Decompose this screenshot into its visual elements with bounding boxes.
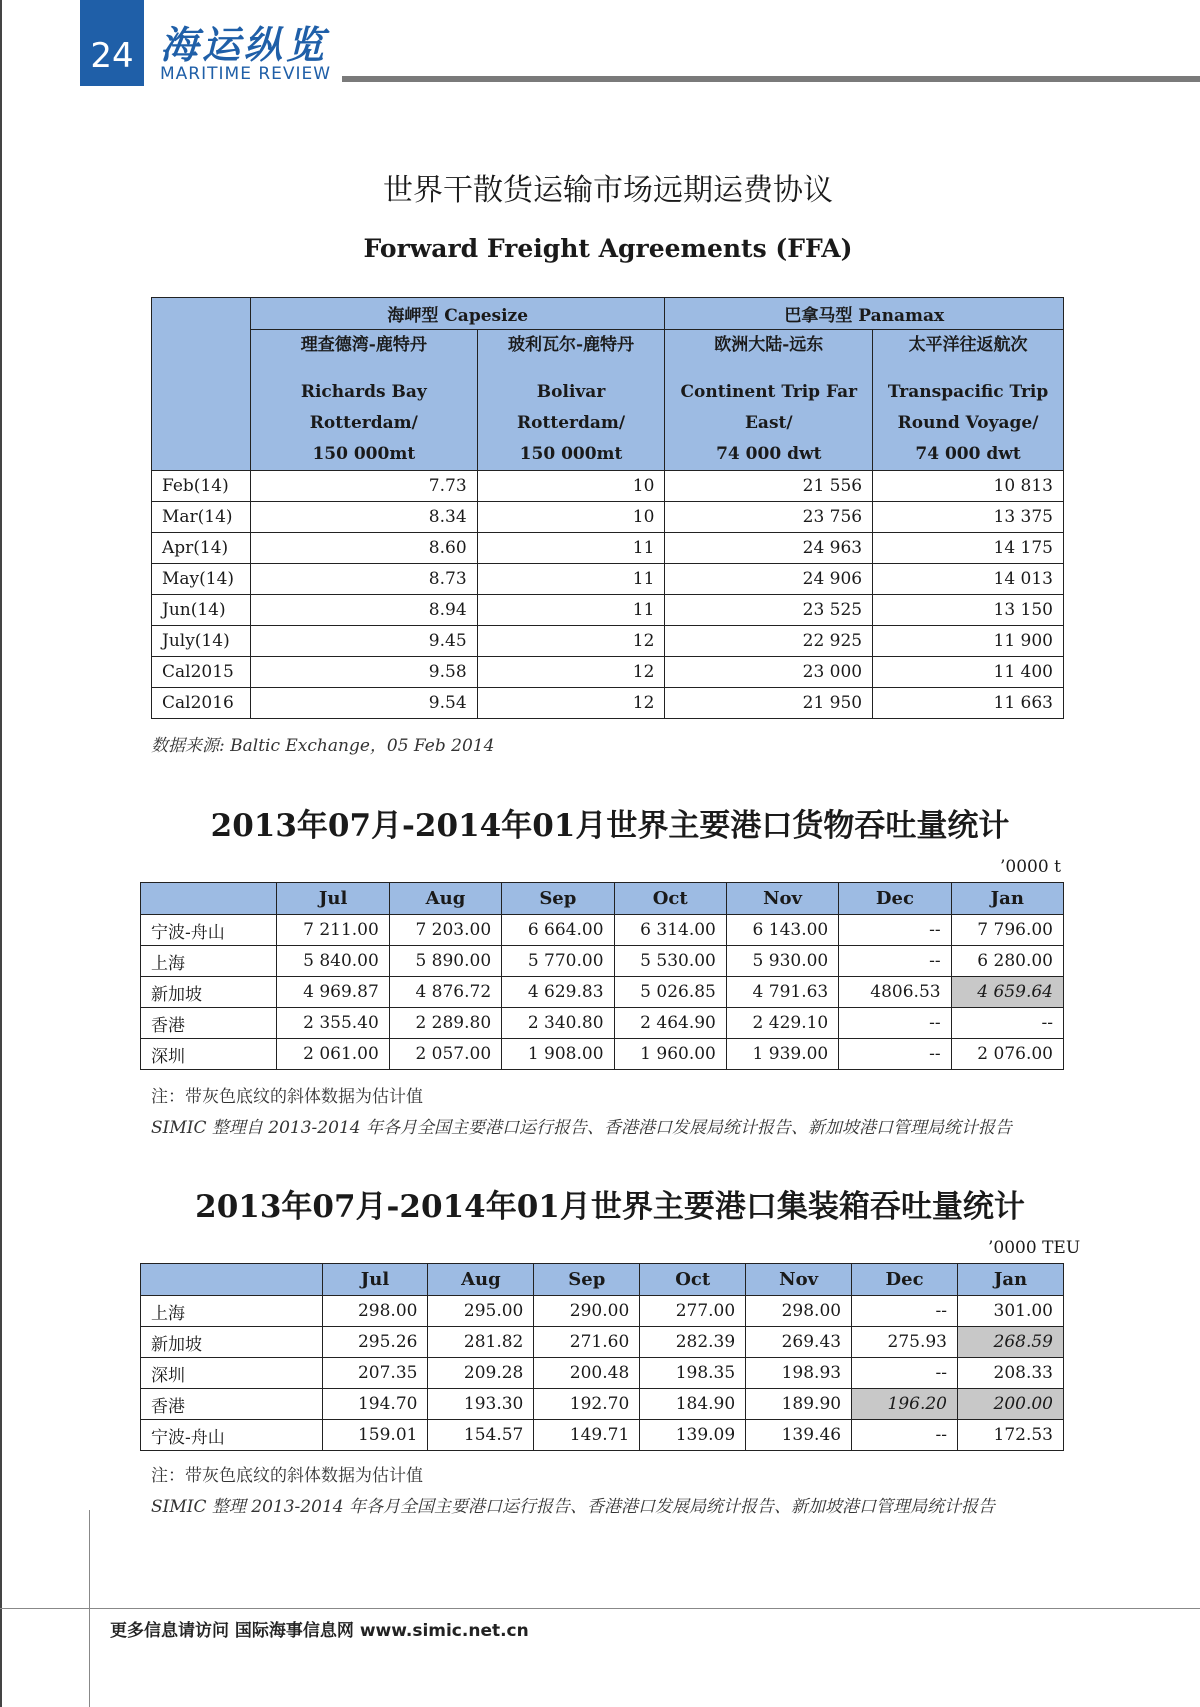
cargo-source: SIMIC 整理自 2013-2014 年各月全国主要港口运行报告、香港港口发展局统计报告、新加坡港口管理局统计报告	[151, 1118, 1012, 1138]
table-cell: 8.34	[250, 502, 477, 533]
table-row	[152, 533, 1064, 564]
table-cell: 8.73	[250, 564, 477, 595]
ffa-title-en: Forward Freight Agreements (FFA)	[363, 234, 853, 263]
table-cell: 196.20	[852, 1389, 958, 1420]
table-cell: 207.35	[322, 1358, 428, 1389]
table-cell: 9.45	[250, 626, 477, 657]
footer-rule	[0, 1608, 1200, 1609]
table-cell: 198.93	[746, 1358, 852, 1389]
table-cell: 6 280.00	[951, 946, 1063, 977]
table-cell: 11	[477, 564, 665, 595]
row-label: Feb(14)	[152, 471, 251, 502]
table-cell: 209.28	[428, 1358, 534, 1389]
row-label: Apr(14)	[152, 533, 251, 564]
table-cell: 12	[477, 657, 665, 688]
table-cell: 139.09	[640, 1420, 746, 1451]
table-cell: 2 355.40	[277, 1008, 389, 1039]
column-header: Sep	[502, 883, 614, 915]
port-name: 宁波-舟山	[141, 915, 277, 946]
magazine-title-en: MARITIME REVIEW	[160, 64, 332, 84]
table-cell: 6 664.00	[502, 915, 614, 946]
teu-header-row	[141, 1264, 1064, 1296]
table-cell: 11	[477, 595, 665, 626]
header-rule	[342, 76, 1200, 82]
table-row	[152, 626, 1064, 657]
column-header: Oct	[640, 1264, 746, 1296]
route-en: Continent Trip Far East/	[680, 382, 858, 433]
table-cell: 7 203.00	[389, 915, 501, 946]
port-name: 宁波-舟山	[141, 1420, 323, 1451]
table-cell: --	[951, 1008, 1063, 1039]
row-label: July(14)	[152, 626, 251, 657]
route-cn: 玻利瓦尔-鹿特丹	[508, 335, 635, 355]
column-header: Aug	[389, 883, 501, 915]
port-name: 新加坡	[141, 977, 277, 1008]
table-cell: --	[852, 1296, 958, 1327]
table-cell: 1 908.00	[502, 1039, 614, 1070]
row-label: Cal2015	[152, 657, 251, 688]
table-row	[141, 1389, 1064, 1420]
table-cell: --	[852, 1420, 958, 1451]
ffa-table-body	[152, 471, 1064, 719]
route-en: Round Voyage/	[897, 413, 1039, 433]
table-cell: 8.94	[250, 595, 477, 626]
table-cell: 290.00	[534, 1296, 640, 1327]
cargo-table-body	[141, 915, 1064, 1070]
table-cell: 139.46	[746, 1420, 852, 1451]
table-cell: --	[839, 946, 951, 977]
table-cell: 9.58	[250, 657, 477, 688]
port-name: 上海	[141, 1296, 323, 1327]
row-label: May(14)	[152, 564, 251, 595]
route-size: 150 000mt	[519, 444, 623, 464]
table-cell: 8.60	[250, 533, 477, 564]
column-header: Jan	[951, 883, 1063, 915]
table-cell: 193.30	[428, 1389, 534, 1420]
table-cell: 184.90	[640, 1389, 746, 1420]
table-cell: 159.01	[322, 1420, 428, 1451]
ffa-title-cn: 世界干散货运输市场远期运费协议	[383, 173, 833, 208]
column-header: Nov	[746, 1264, 852, 1296]
port-name: 新加坡	[141, 1327, 323, 1358]
table-row	[141, 1327, 1064, 1358]
table-cell: 2 061.00	[277, 1039, 389, 1070]
port-name: 香港	[141, 1389, 323, 1420]
teu-unit: ’0000 TEU	[988, 1238, 1081, 1258]
table-cell: 5 840.00	[277, 946, 389, 977]
table-cell: --	[839, 1008, 951, 1039]
route-cn: 太平洋往返航次	[908, 335, 1028, 355]
page-edge-line	[0, 0, 2, 1707]
table-cell: 7 211.00	[277, 915, 389, 946]
table-cell: 5 026.85	[614, 977, 726, 1008]
column-header: Oct	[614, 883, 726, 915]
route-cn: 欧洲大陆-远东	[714, 335, 824, 355]
table-row	[152, 471, 1064, 502]
port-name: 深圳	[141, 1039, 277, 1070]
table-cell: 11 900	[873, 626, 1064, 657]
table-row	[152, 657, 1064, 688]
table-cell: 269.43	[746, 1327, 852, 1358]
teu-source: SIMIC 整理 2013-2014 年各月全国主要港口运行报告、香港港口发展局统计报告、新加坡港口管理局统计报告	[151, 1497, 995, 1517]
table-cell: 6 143.00	[726, 915, 838, 946]
table-cell: 24 963	[665, 533, 873, 564]
row-label: Cal2016	[152, 688, 251, 719]
table-cell: 10	[477, 471, 665, 502]
table-row	[141, 977, 1064, 1008]
ffa-table	[151, 297, 1064, 719]
table-cell: 7 796.00	[951, 915, 1063, 946]
column-header: Sep	[534, 1264, 640, 1296]
cargo-header-row	[141, 883, 1064, 915]
table-row	[152, 595, 1064, 626]
table-cell: 282.39	[640, 1327, 746, 1358]
table-cell: 1 939.00	[726, 1039, 838, 1070]
teu-title: 2013年07月-2014年01月世界主要港口集装箱吞吐量统计	[195, 1189, 1025, 1225]
route-size: 74 000 dwt	[716, 444, 822, 464]
table-cell: 268.59	[958, 1327, 1064, 1358]
ffa-corner-cell	[152, 298, 251, 471]
route-en: Richards Bay Rotterdam/	[300, 382, 427, 433]
table-row	[141, 1008, 1064, 1039]
table-row	[141, 946, 1064, 977]
column-header: Jul	[277, 883, 389, 915]
table-cell: 301.00	[958, 1296, 1064, 1327]
table-cell: 11 400	[873, 657, 1064, 688]
table-cell: 275.93	[852, 1327, 958, 1358]
table-cell: 4 629.83	[502, 977, 614, 1008]
table-cell: 2 057.00	[389, 1039, 501, 1070]
table-row	[152, 688, 1064, 719]
table-cell: 10	[477, 502, 665, 533]
table-cell: 23 000	[665, 657, 873, 688]
table-cell: 2 076.00	[951, 1039, 1063, 1070]
table-cell: 281.82	[428, 1327, 534, 1358]
table-cell: 5 530.00	[614, 946, 726, 977]
route-en: Bolivar Rotterdam/	[517, 382, 626, 433]
table-cell: 5 770.00	[502, 946, 614, 977]
table-cell: 4806.53	[839, 977, 951, 1008]
column-header: Nov	[726, 883, 838, 915]
row-label: Jun(14)	[152, 595, 251, 626]
table-cell: 4 791.63	[726, 977, 838, 1008]
table-row	[141, 1420, 1064, 1451]
teu-note: 注：带灰色底纹的斜体数据为估计值	[151, 1466, 423, 1486]
port-name: 上海	[141, 946, 277, 977]
table-cell: 23 525	[665, 595, 873, 626]
table-cell: 298.00	[322, 1296, 428, 1327]
table-cell: 6 314.00	[614, 915, 726, 946]
table-cell: 192.70	[534, 1389, 640, 1420]
table-cell: 21 556	[665, 471, 873, 502]
table-cell: 24 906	[665, 564, 873, 595]
table-cell: 12	[477, 688, 665, 719]
column-header: Aug	[428, 1264, 534, 1296]
column-header: Jan	[958, 1264, 1064, 1296]
table-cell: 11 663	[873, 688, 1064, 719]
ffa-group-capesize: 海岬型 Capesize	[250, 298, 664, 330]
cargo-title: 2013年07月-2014年01月世界主要港口货物吞吐量统计	[210, 808, 1010, 844]
table-row	[141, 1039, 1064, 1070]
table-cell: 200.00	[958, 1389, 1064, 1420]
cargo-table	[140, 882, 1064, 1070]
table-cell: 149.71	[534, 1420, 640, 1451]
table-cell: 5 930.00	[726, 946, 838, 977]
table-cell: 295.00	[428, 1296, 534, 1327]
table-cell: 2 289.80	[389, 1008, 501, 1039]
table-cell: 13 150	[873, 595, 1064, 626]
ffa-route-header	[250, 330, 477, 471]
magazine-title-cn: 海运纵览	[160, 22, 329, 67]
route-en: Transpacific Trip	[887, 382, 1049, 402]
table-cell: 11	[477, 533, 665, 564]
table-row	[141, 1296, 1064, 1327]
column-header: Jul	[322, 1264, 428, 1296]
port-name: 深圳	[141, 1358, 323, 1389]
table-cell: 21 950	[665, 688, 873, 719]
header-corner-cell	[141, 883, 277, 915]
table-cell: 298.00	[746, 1296, 852, 1327]
table-cell: 200.48	[534, 1358, 640, 1389]
table-cell: 194.70	[322, 1389, 428, 1420]
ffa-route-header	[873, 330, 1064, 471]
header-corner-cell	[141, 1264, 323, 1296]
table-cell: 189.90	[746, 1389, 852, 1420]
ffa-route-header	[665, 330, 873, 471]
table-cell: --	[852, 1358, 958, 1389]
row-label: Mar(14)	[152, 502, 251, 533]
table-cell: 7.73	[250, 471, 477, 502]
route-size: 74 000 dwt	[915, 444, 1021, 464]
cargo-unit: ’0000 t	[1000, 857, 1061, 877]
table-cell: 14 013	[873, 564, 1064, 595]
table-cell: 4 659.64	[951, 977, 1063, 1008]
column-header: Dec	[839, 883, 951, 915]
table-cell: 2 429.10	[726, 1008, 838, 1039]
footer-text: 更多信息请访问 国际海事信息网 www.simic.net.cn	[110, 1621, 529, 1641]
table-cell: 23 756	[665, 502, 873, 533]
table-cell: 2 340.80	[502, 1008, 614, 1039]
cargo-note: 注：带灰色底纹的斜体数据为估计值	[151, 1087, 423, 1107]
table-row	[141, 915, 1064, 946]
route-size: 150 000mt	[312, 444, 416, 464]
table-cell: 208.33	[958, 1358, 1064, 1389]
table-cell: --	[839, 915, 951, 946]
table-cell: 10 813	[873, 471, 1064, 502]
table-cell: 12	[477, 626, 665, 657]
table-cell: 154.57	[428, 1420, 534, 1451]
table-row	[141, 1358, 1064, 1389]
table-cell: 1 960.00	[614, 1039, 726, 1070]
ffa-group-panamax: 巴拿马型 Panamax	[665, 298, 1064, 330]
table-cell: 9.54	[250, 688, 477, 719]
teu-table-body	[141, 1296, 1064, 1451]
table-cell: 14 175	[873, 533, 1064, 564]
table-cell: 4 876.72	[389, 977, 501, 1008]
teu-table	[140, 1263, 1064, 1451]
table-cell: 22 925	[665, 626, 873, 657]
port-name: 香港	[141, 1008, 277, 1039]
table-row	[152, 564, 1064, 595]
table-cell: 13 375	[873, 502, 1064, 533]
table-cell: 271.60	[534, 1327, 640, 1358]
table-cell: --	[839, 1039, 951, 1070]
table-cell: 2 464.90	[614, 1008, 726, 1039]
page-number: 24	[80, 0, 144, 86]
route-cn: 理查德湾-鹿特丹	[300, 335, 427, 355]
table-cell: 295.26	[322, 1327, 428, 1358]
table-cell: 5 890.00	[389, 946, 501, 977]
column-header: Dec	[852, 1264, 958, 1296]
table-row	[152, 502, 1064, 533]
table-cell: 172.53	[958, 1420, 1064, 1451]
ffa-route-header	[477, 330, 665, 471]
table-cell: 198.35	[640, 1358, 746, 1389]
ffa-source: 数据来源: Baltic Exchange，05 Feb 2014	[151, 736, 495, 756]
table-cell: 4 969.87	[277, 977, 389, 1008]
table-cell: 277.00	[640, 1296, 746, 1327]
